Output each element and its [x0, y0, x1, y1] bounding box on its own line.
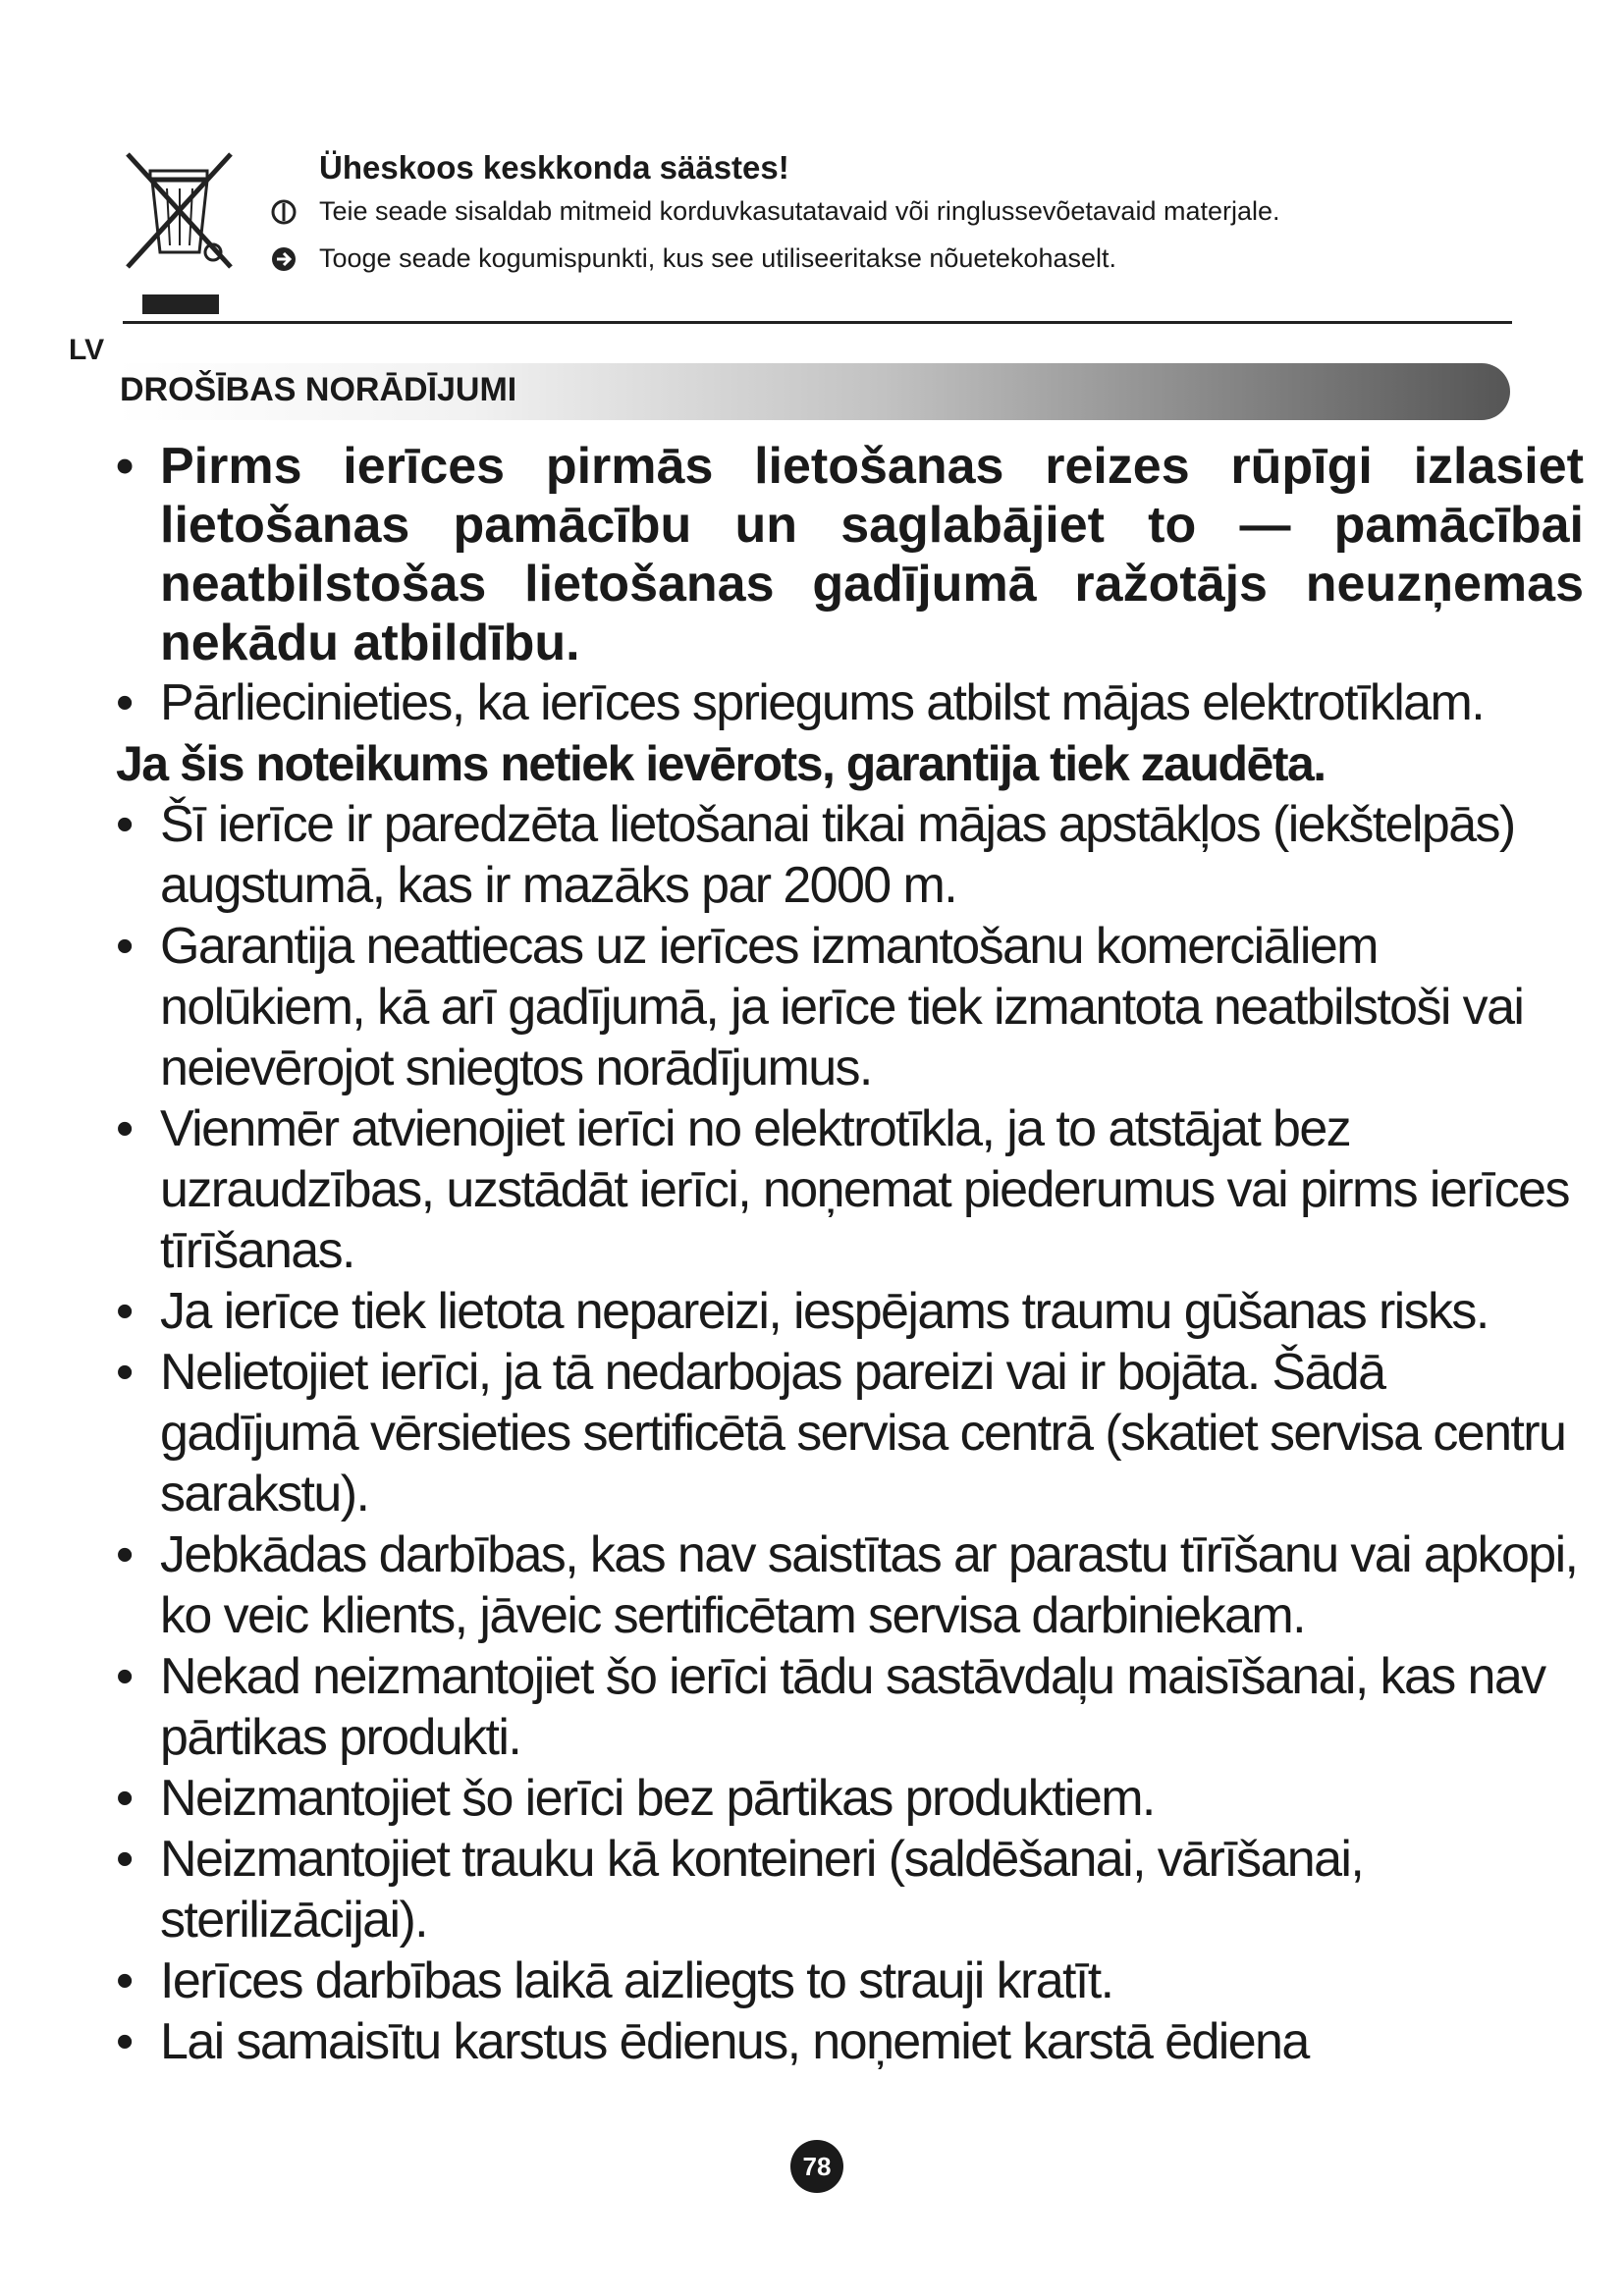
eco-line-materials [270, 196, 1280, 227]
safety-item-service: • Jebkādas darbības, kas nav saistītas ar parastu tīrīšanu vai apkopi, ko veic klients, jāveic sertificētam servisa darbiniekam. [116, 1524, 1584, 1646]
warranty-notice: Ja šis noteikums netiek ievērots, garantija tiek zaudēta. [116, 736, 1326, 791]
eco-line-collection [270, 243, 1116, 274]
safety-item-container: • Neizmantojiet trauku kā konteineri (saldēšanai, vārīšanai, sterilizācijai). [116, 1829, 1584, 1950]
arrow-right-icon [270, 245, 298, 273]
info-recycle-icon [270, 198, 298, 226]
safety-item-hot-food: • Lai samaisītu karstus ēdienus, noņemiet karstā ēdiena [116, 2011, 1584, 2072]
safety-item-shaking: • Ierīces darbības laikā aizliegts to strauji kratīt. [116, 1950, 1584, 2011]
safety-item-injury-risk: • Ja ierīce tiek lietota nepareizi, iespējams traumu gūšanas risks. [116, 1281, 1584, 1342]
safety-item-empty: • Neizmantojiet šo ierīci bez pārtikas produktiem. [116, 1768, 1584, 1829]
safety-item-damaged: • Nelietojiet ierīci, ja tā nedarbojas pareizi vai ir bojāta. Šādā gadījumā vērsieties sertificētā servisa centrā (skatiet servisa centru sarakstu). [116, 1342, 1584, 1524]
eco-line-text: Teie seade sisaldab mitmeid korduvkasutatavaid või ringlussevõetavaid materjale. [319, 196, 1280, 226]
eco-line-text: Tooge seade kogumispunkti, kus see utiliseeritakse nõuetekohaselt. [319, 243, 1116, 273]
safety-item-unplug: • Vienmēr atvienojiet ierīci no elektrotīkla, ja to atstājat bez uzraudzības, uzstādāt ierīci, noņemat piederumus vai pirms ierīces tīrīšanas. [116, 1098, 1584, 1281]
safety-item-voltage: • Pārliecinieties, ka ierīces spriegums atbilst mājas elektrotīklam. [116, 672, 1584, 733]
safety-item-read-manual: • Pirms ierīces pirmās lietošanas reizes rūpīgi izlasiet lietošanas pamācību un saglabājiet to — pamācībai neatbilstošas lietošanas gadījumā ražotājs neuzņemas nekādu atbildību. [116, 437, 1584, 672]
safety-item-non-food: • Nekad neizmantojiet šo ierīci tādu sastāvdaļu maisīšanai, kas nav pārtikas produkti. [116, 1646, 1584, 1768]
header-divider [123, 321, 1512, 324]
safety-item-warranty-commercial: • Garantija neattiecas uz ierīces izmantošanu komerciāliem nolūkiem, kā arī gadījumā, ja ierīce tiek izmantota neatbilstoši vai neievērojot sniegtos norādījumus. [116, 916, 1584, 1098]
safety-item-household-use: • Šī ierīce ir paredzēta lietošanai tikai mājas apstākļos (iekštelpās) augstumā, kas ir mazāks par 2000 m. [116, 794, 1584, 916]
language-tag: LV [69, 334, 105, 366]
safety-instructions [116, 437, 1584, 2072]
crossed-out-bin-icon [123, 149, 245, 316]
section-title: DROŠĪBAS NORĀDĪJUMI [120, 371, 517, 408]
eco-heading: Üheskoos keskkonda säästes! [319, 149, 789, 186]
page-number-badge: 78 [790, 2140, 843, 2193]
